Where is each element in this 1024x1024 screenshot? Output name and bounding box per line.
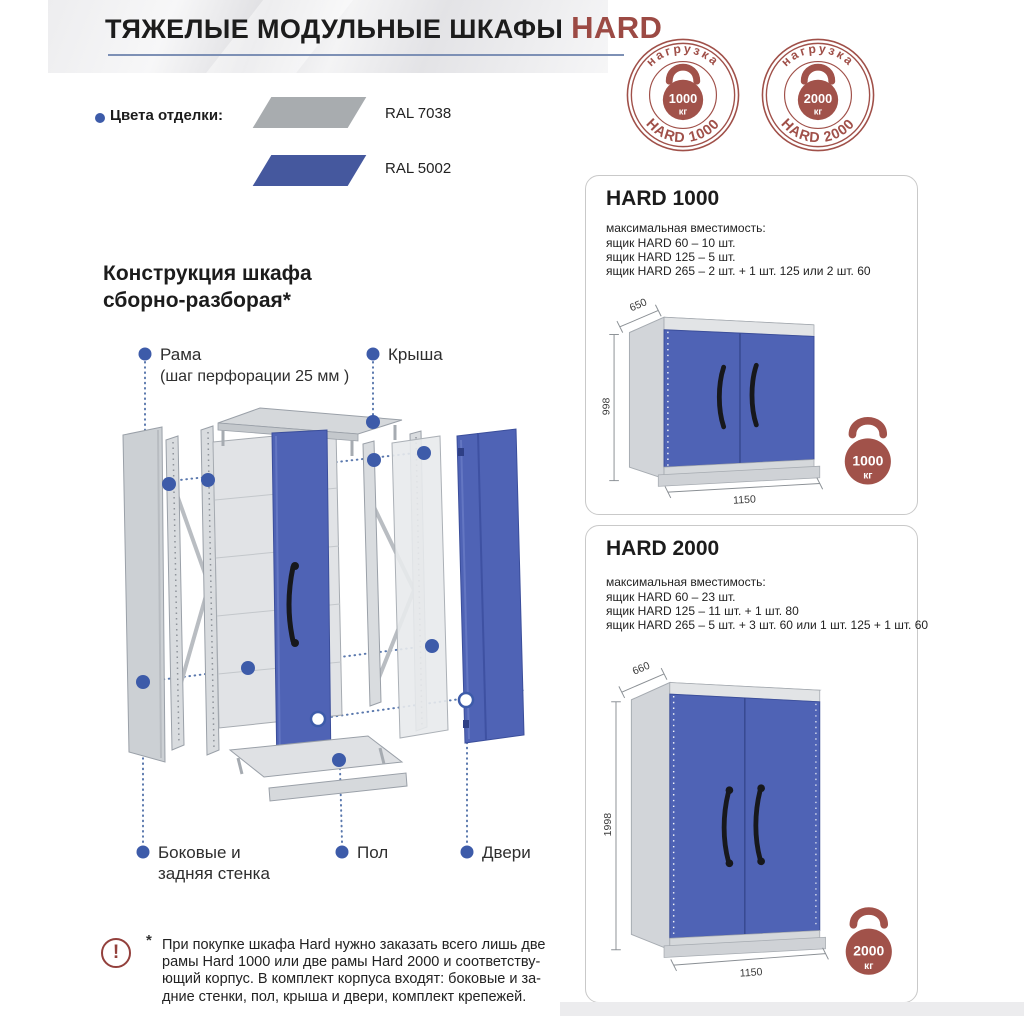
footnote-line: дние стенки, пол, крыша и двери, комплект крепежей.	[162, 988, 527, 1005]
badge-bottom-text: HARD 2000	[777, 115, 859, 147]
kettlebell-icon	[846, 911, 892, 975]
page-title-brand: HARD	[571, 10, 663, 45]
side-panel-right	[392, 436, 448, 738]
dim-depth-label: 650	[627, 296, 649, 315]
dim-depth-label: 660	[630, 659, 652, 678]
construction-heading	[103, 260, 312, 314]
exclamation-circle-icon: !	[101, 938, 131, 968]
card-hard-2000	[585, 525, 929, 1003]
cabinet-doors	[664, 330, 814, 467]
front-rail	[269, 773, 407, 801]
swatch-ral-5002	[253, 155, 367, 186]
card-hard-1000	[585, 175, 918, 515]
badge-unit: кг	[813, 106, 823, 117]
connector-dot-open	[459, 693, 473, 707]
capacity-heading: максимальная вместимость:	[606, 221, 766, 235]
cabinet-side	[629, 317, 664, 478]
swatch-label-ral-7038: RAL 7038	[385, 105, 452, 122]
load-unit: кг	[863, 470, 873, 482]
construction-heading-line1: Конструкция шкафа	[103, 262, 312, 285]
capacity-line: ящик HARD 60 – 10 шт.	[606, 236, 736, 250]
label-doors: Двери	[482, 843, 531, 862]
cabinet-side	[631, 683, 669, 950]
connector-dot-open	[311, 712, 325, 726]
dim-height-label: 1998	[602, 812, 615, 837]
load-unit: кг	[864, 960, 874, 972]
card-title: HARD 2000	[606, 537, 720, 560]
title-underline	[108, 54, 624, 56]
label-sides-1: Боковые и	[158, 843, 241, 862]
footnote-asterisk: *	[146, 932, 152, 949]
label-sides-2: задняя стенка	[158, 864, 270, 883]
dim-height-label: 998	[600, 397, 613, 416]
footnote-line: рамы Hard 1000 или две рамы Hard 2000 и соответству-	[162, 954, 541, 971]
construction-heading-line2: сборно-разборая*	[103, 289, 291, 312]
dim-width-label: 1150	[732, 493, 757, 507]
badge-bottom-text: HARD 1000	[642, 115, 724, 147]
footnote-line: ющий корпус. В комплект корпуса входят: боковые и за-	[162, 971, 541, 988]
exploded-cabinet-diagram	[80, 330, 570, 886]
cabinet-hard-1000-image	[591, 286, 913, 508]
load-weight: 2000	[853, 942, 885, 959]
load-badges	[624, 36, 877, 154]
label-floor: Пол	[357, 843, 389, 862]
page-edge-shadow	[560, 1002, 1024, 1016]
capacity-line: ящик HARD 125 – 11 шт. + 1 шт. 80	[606, 604, 799, 618]
badge-weight: 2000	[803, 90, 833, 106]
label-roof: Крыша	[388, 345, 443, 364]
capacity-line: ящик HARD 60 – 23 шт.	[606, 590, 736, 604]
floor-panel	[230, 736, 402, 777]
load-weight: 1000	[852, 452, 884, 469]
swatch-ral-7038	[253, 97, 367, 128]
capacity-line: ящик HARD 125 – 5 шт.	[606, 250, 736, 264]
capacity-line: ящик HARD 265 – 5 шт. + 3 шт. 60 или 1 шт. 125 + 1 шт. 60	[606, 618, 929, 632]
page-title	[105, 10, 662, 46]
badge-unit: кг	[678, 106, 688, 117]
label-frame-detail: (шаг перфорации 25 мм )	[160, 368, 350, 385]
colors-label: Цвета отделки:	[110, 107, 224, 124]
capacity-line: ящик HARD 265 – 2 шт. + 1 шт. 125 или 2 шт. 60	[606, 264, 871, 278]
label-frame: Рама	[160, 345, 202, 364]
load-badge-1000	[624, 36, 742, 154]
bullet-icon	[95, 113, 105, 123]
capacity-heading: максимальная вместимость:	[606, 575, 766, 589]
load-badge-2000	[759, 36, 877, 154]
cabinet-hard-2000-image	[591, 644, 913, 996]
page-title-black: ТЯЖЕЛЫЕ МОДУЛЬНЫЕ ШКАФЫ	[105, 14, 564, 44]
footnote-text	[162, 937, 562, 1006]
badge-weight: 1000	[668, 90, 698, 106]
badge-top-text: нагрузка	[778, 41, 858, 70]
swatch-label-ral-5002: RAL 5002	[385, 160, 452, 177]
dim-width-label: 1150	[739, 966, 763, 980]
card-title: HARD 1000	[606, 187, 720, 210]
badge-top-text: нагрузка	[643, 41, 723, 70]
kettlebell-icon	[845, 421, 891, 485]
footnote-line: При покупке шкафа Hard нужно заказать всего лишь две	[162, 937, 546, 953]
